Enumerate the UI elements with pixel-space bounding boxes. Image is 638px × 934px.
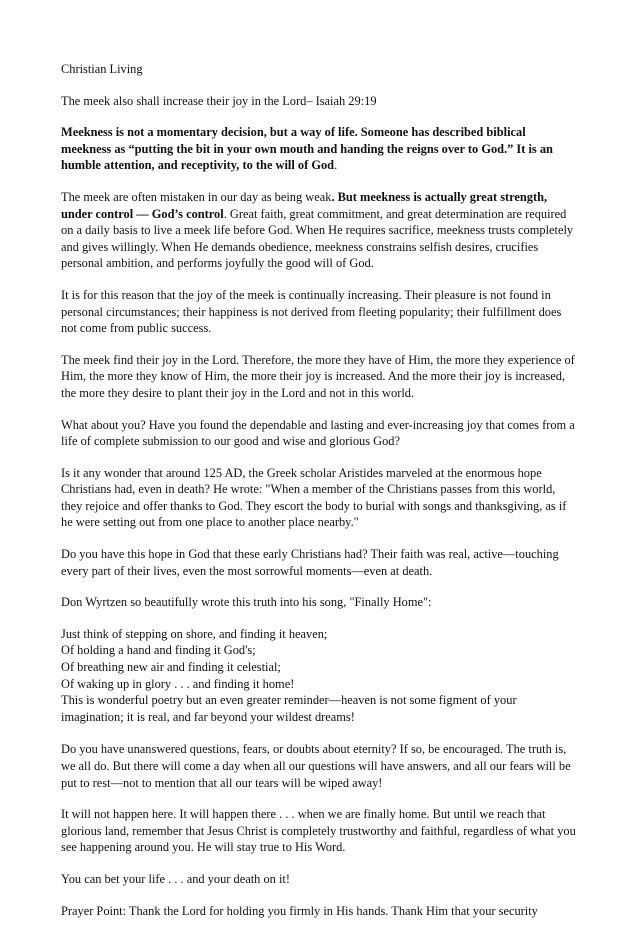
poem-reflection: This is wonderful poetry but an even greater reminder—heaven is not some figment of your imagination; it is real, and far beyond your wildest dreams!: [61, 693, 517, 724]
section-heading: Christian Living: [61, 62, 143, 76]
document-page: [61, 61, 576, 934]
paragraph-unanswered-questions: Do you have unanswered questions, fears, or doubts about eternity? If so, be encouraged. The truth is, we all do. But there will come a day when all our questions will have answers, and all our fears will be put to rest—not to mention that all our tears will be wiped away!: [61, 742, 571, 790]
poem-line: Of waking up in glory . . . and finding it home!: [61, 676, 295, 691]
poem-block: [61, 626, 576, 726]
paragraph-finally-home: It will not happen here. It will happen there . . . when we are finally home. But until we reach that glorious land, remember that Jesus Christ is completely trustworthy and faithful, regardless of what you see happening around you. He will stay true to His Word.: [61, 807, 576, 855]
paragraph-early-christians: Do you have this hope in God that these early Christians had? Their faith was real, active—touching every part of their lives, even the most sorrowful moments—even at death.: [61, 547, 559, 578]
poem-line: Of holding a hand and finding it God's;: [61, 643, 256, 658]
poem-line: Of breathing new air and finding it celestial;: [61, 660, 281, 675]
bold-statement: . But meekness is actually great strength, under control — God’s control: [61, 189, 548, 221]
paragraph-prayer-point: Prayer Point: Thank the Lord for holding you firmly in His hands. Thank Him that your security: [61, 903, 538, 918]
paragraph-aristides: Is it any wonder that around 125 AD, the Greek scholar Aristides marveled at the enormous hope Christians had, even in death? He wrote: "When a member of the Christians passes from this world, they rejoice and offer thanks to God. They escort the body to burial with songs and thanksgiving, as if he were setting out from one place to another place nearby.": [61, 465, 567, 530]
bold-statement: Meekness is not a momentary decision, but a way of life. Someone has described biblical meekness as “putting the bit in your own mouth and handing the reigns over to God.” It is an humble attention, and receptivity, to the will of God: [61, 125, 553, 173]
paragraph-meek-strength: [61, 189, 576, 272]
text-run: The meek are often mistaken in our day as being weak: [61, 189, 332, 204]
scripture-verse: The meek also shall increase their joy in the Lord– Isaiah 29:19: [61, 93, 377, 108]
paragraph-joy-in-lord: The meek find their joy in the Lord. Therefore, the more they have of Him, the more they experience of Him, the more they know of Him, the more their joy is increased. And the more their joy is increased, the more they desire to plant their joy in the Lord and not in this world.: [61, 352, 575, 400]
poem-line: Just think of stepping on shore, and finding it heaven;: [61, 626, 328, 641]
paragraph-meekness-definition: [61, 124, 576, 174]
paragraph-joy-increasing: It is for this reason that the joy of the meek is continually increasing. Their pleasure is not found in personal circumstances; their happiness is not derived from fleeting popularity; their fulfillment does not come from public success.: [61, 287, 562, 336]
paragraph-bet-your-life: You can bet your life . . . and your death on it!: [61, 871, 290, 886]
paragraph-question: What about you? Have you found the dependable and lasting and ever-increasing joy that comes from a life of complete submission to our good and wise and glorious God?: [61, 417, 575, 449]
text-run: . Great faith, great commitment, and great determination are required on a daily basis to live a meek life before God. When He requires sacrifice, meekness trusts completely and gives willingly. When He demands obedience, meekness constrains selfish desires, crucifies personal ambition, and performs joyfully the good will of God.: [61, 206, 574, 271]
text-run: .: [334, 158, 338, 173]
paragraph-song-intro: Don Wyrtzen so beautifully wrote this truth into his song, "Finally Home":: [61, 595, 432, 610]
